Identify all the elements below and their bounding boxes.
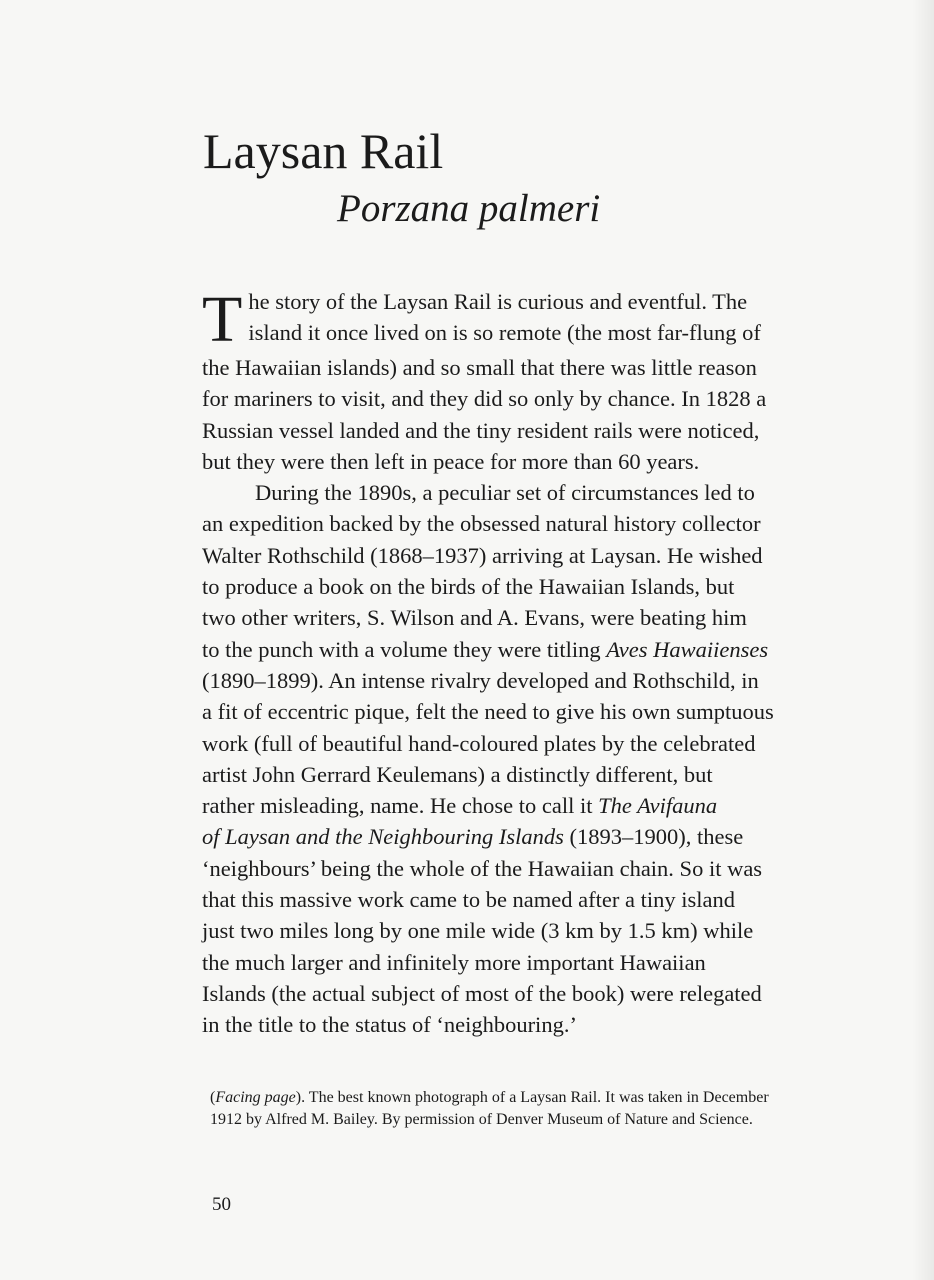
text-line: in the title to the status of ‘neighbouring.’ [202,1012,577,1038]
text-line: the much larger and infinitely more important Hawaiian [202,949,706,975]
text-line: for mariners to visit, and they did so only by chance. In 1828 a [202,386,767,412]
text-line: to produce a book on the birds of the Hawaiian Islands, but [202,574,735,600]
text-fragment: to the punch with a volume they were titling [202,636,607,662]
photo-caption [210,1087,860,1131]
paragraph-1 [202,283,862,477]
text-line: work (full of beautiful hand-coloured plates by the celebrated [202,730,756,756]
text-line: During the 1890s, a peculiar set of circumstances led to [255,480,755,506]
text-line: ‘neighbours’ being the whole of the Hawaiian chain. So it was [202,855,763,881]
text-line: a fit of eccentric pique, felt the need to give his own sumptuous [202,699,774,725]
book-title-aves-hawaiienses: Aves Hawaiienses [606,636,769,662]
caption-line: (Facing page). The best known photograph of a Laysan Rail. It was taken in December [210,1089,769,1106]
text-line: two other writers, S. Wilson and A. Evans, were beating him [202,605,747,631]
text-line: the Hawaiian islands) and so small that there was little reason [202,355,757,380]
text-line: island it once lived on is so remote (the most far-flung of [248,320,761,346]
scientific-name: Porzana palmeri [337,187,601,230]
book-title-avifauna-cont: of Laysan and the Neighbouring Islands [202,824,564,850]
caption-line: 1912 by Alfred M. Bailey. By permission of Denver Museum of Nature and Science. [210,1111,753,1128]
text-line: Islands (the actual subject of most of the book) were relegated [202,980,762,1006]
paragraph-2 [202,477,862,1040]
text-line: but they were then left in peace for more than 60 years. [202,448,700,474]
text-fragment: rather misleading, name. He chose to call it [202,793,599,819]
text-line: artist John Gerrard Keulemans) a distinctly different, but [202,761,713,787]
body-text [202,283,862,1041]
text-line: Walter Rothschild (1868–1937) arriving at Laysan. He wished [202,542,763,568]
text-line: just two miles long by one mile wide (3 km by 1.5 km) while [202,918,754,944]
text-line [202,790,862,821]
text-line: Russian vessel landed and the tiny resident rails were noticed, [202,417,760,443]
page-number: 50 [212,1194,231,1215]
species-title: Laysan Rail [203,123,444,179]
text-line: an expedition backed by the obsessed natural history collector [202,511,761,537]
text-line: that this massive work came to be named after a tiny island [202,887,735,913]
book-title-avifauna: The Avifauna [598,793,718,819]
page-edge-shadow [912,0,934,1280]
text-line [202,821,862,852]
text-line [202,634,862,665]
text-line: (1890–1899). An intense rivalry developed and Rothschild, in [202,667,759,693]
drop-cap: T [202,283,243,356]
caption-lead: Facing page [215,1089,296,1106]
text-fragment: (1893–1900), these [563,824,744,850]
text-line: he story of the Laysan Rail is curious and eventful. The [248,289,748,314]
caption-text: ). The best known photograph of a Laysan Rail. It was taken in December [295,1089,769,1106]
